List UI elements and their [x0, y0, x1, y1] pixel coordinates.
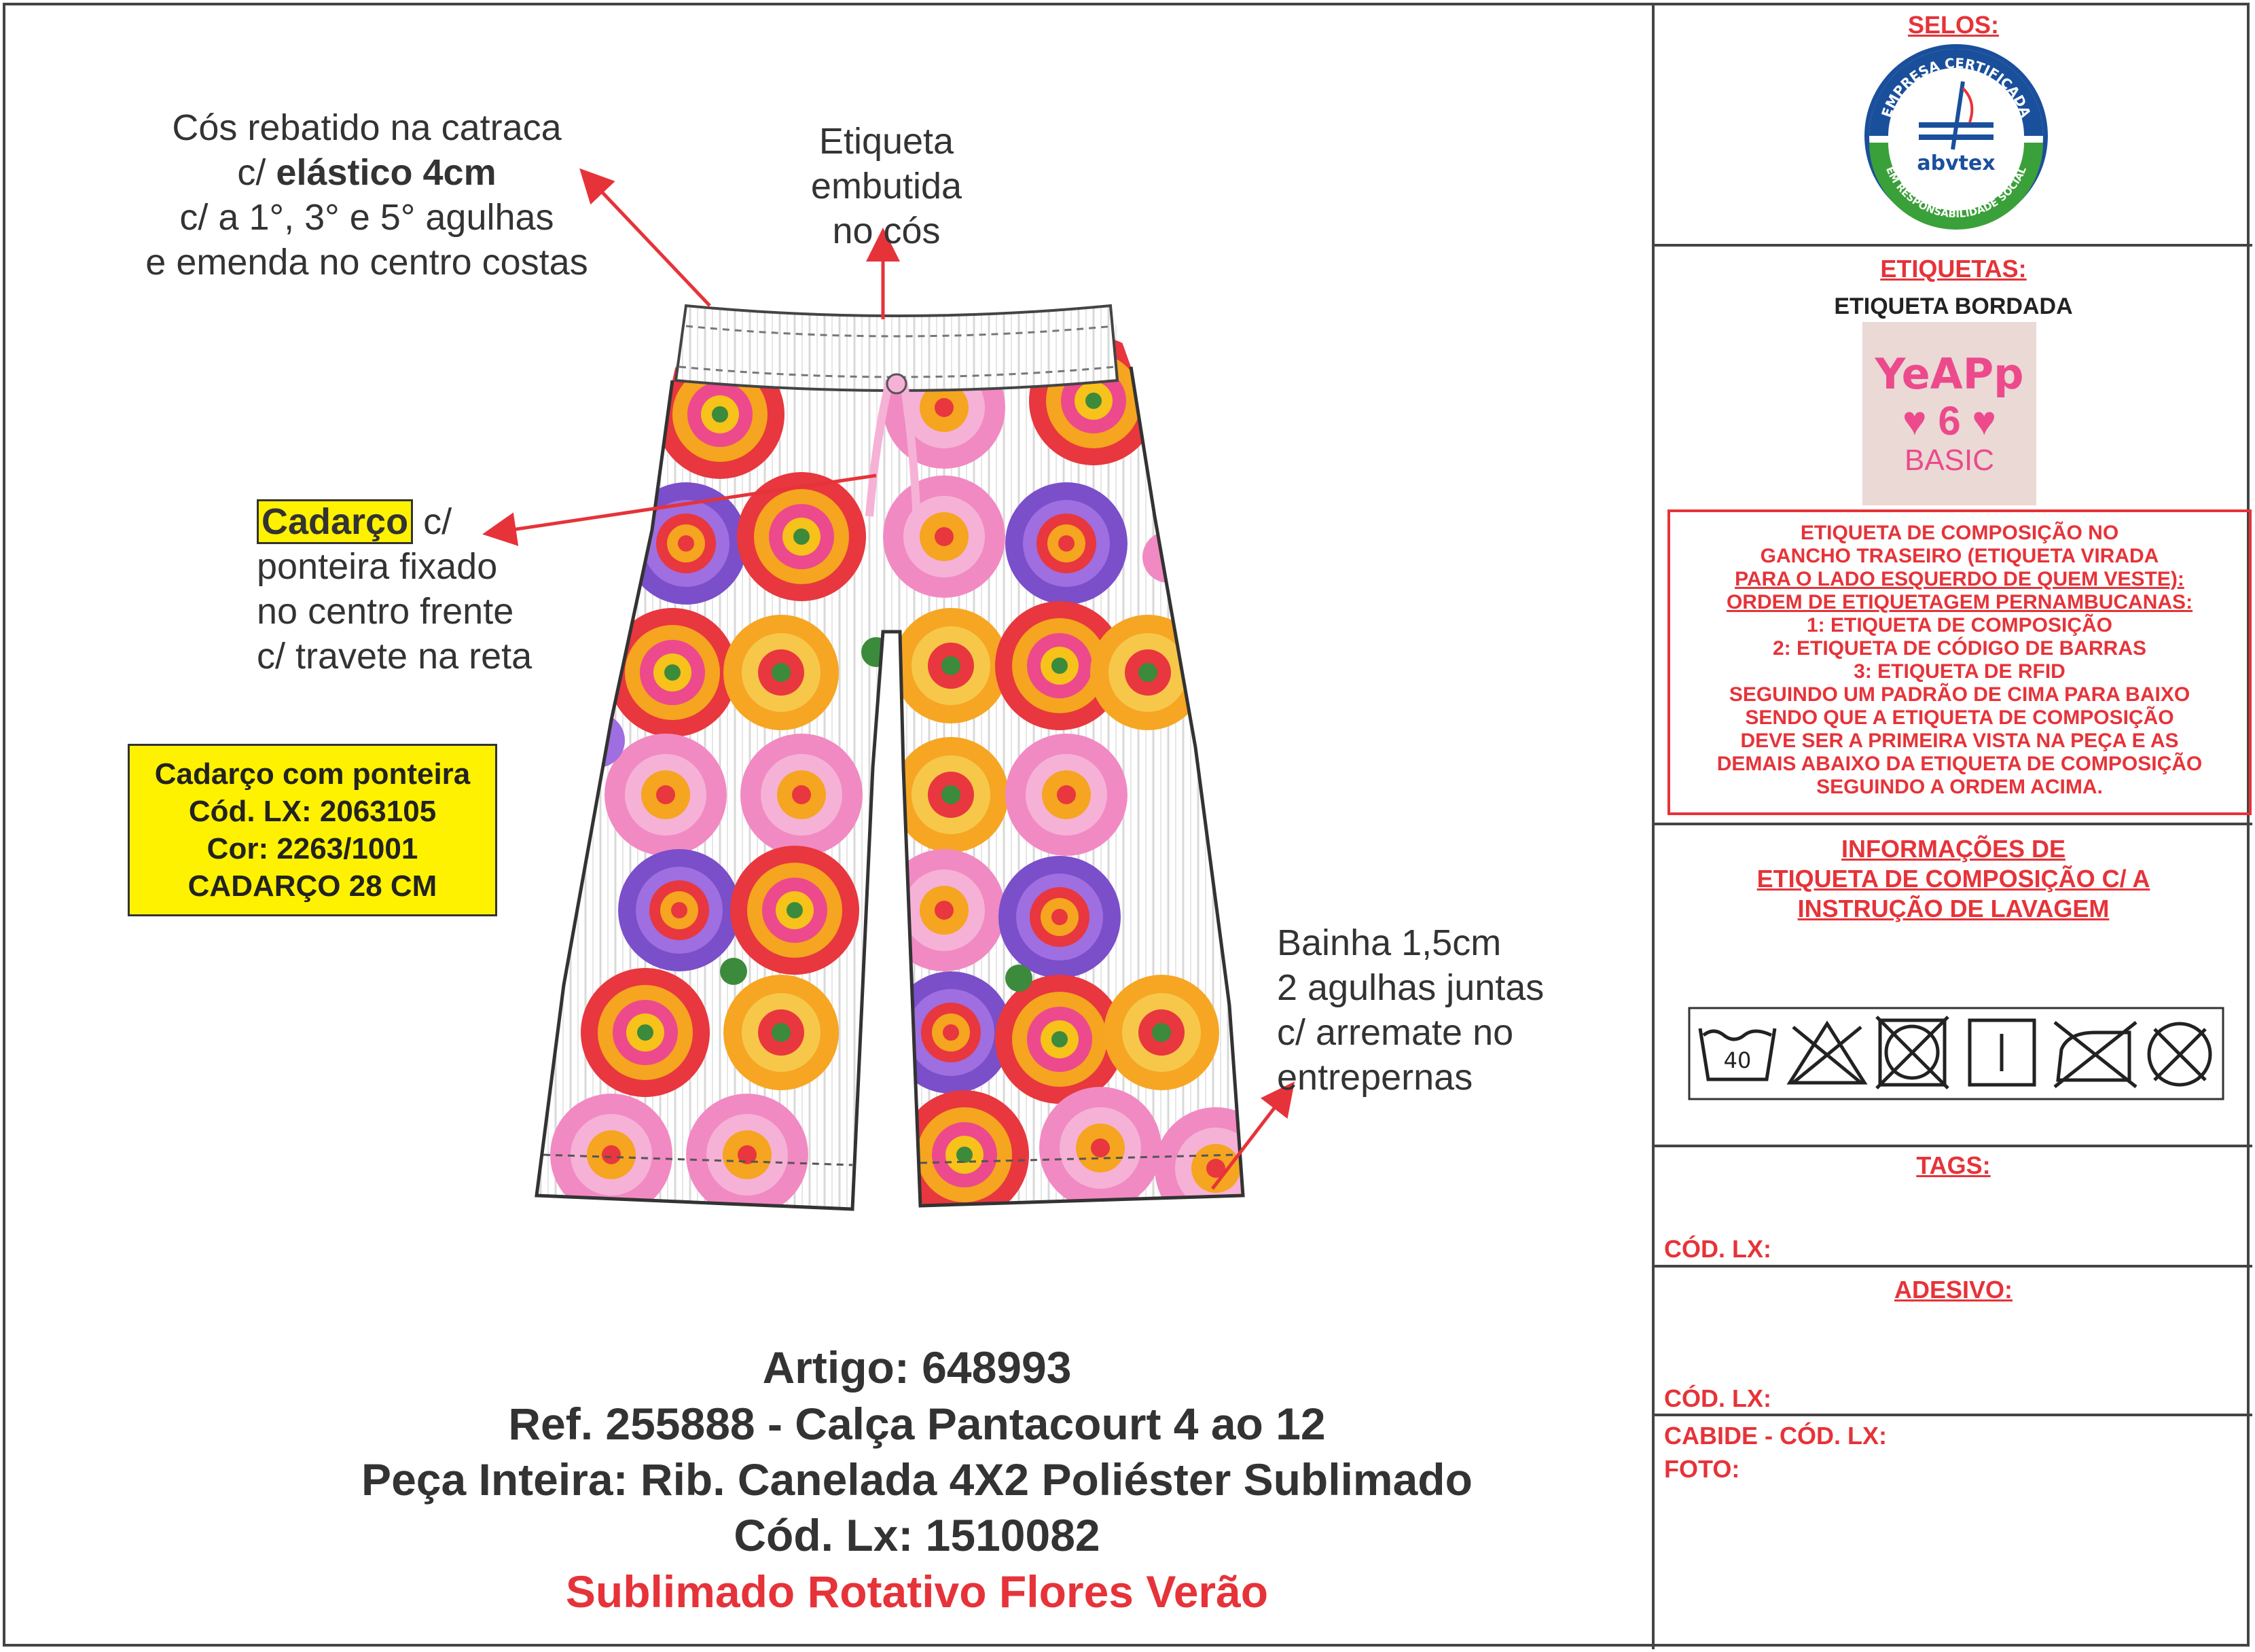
divider-adesivo — [1652, 1414, 2252, 1416]
brand-label-swatch — [1862, 322, 2036, 505]
caption-peca: Peça Inteira: Rib. Canelada 4X2 Poliéster Sublimado — [361, 1454, 1473, 1505]
caption-ref: Ref. 255888 - Calça Pantacourt 4 ao 12 — [508, 1399, 1326, 1449]
divider-tags — [1652, 1265, 2252, 1268]
tags-title: TAGS: — [1916, 1151, 1991, 1179]
svg-text:EMPRESA CERTIFICADA: EMPRESA CERTIFICADA — [1878, 54, 2034, 120]
hem-note: Bainha 1,5cm 2 agulhas juntas c/ arremate no entrepernas — [1277, 922, 1545, 1098]
info-title: INFORMAÇÕES DE ETIQUETA DE COMPOSIÇÃO C/ A INSTRUÇÃO DE LAVAGEM — [1756, 835, 2150, 922]
caption-artigo: Artigo: 648993 — [762, 1342, 1072, 1393]
svg-text:EM RESPONSABILIDADE SOCIAL: EM RESPONSABILIDADE SOCIAL — [1883, 164, 2029, 221]
cabide-label: CABIDE - CÓD. LX: — [1664, 1422, 1887, 1450]
svg-text:abvtex: abvtex — [1917, 151, 1996, 175]
selos-title: SELOS: — [1907, 11, 1999, 39]
adesivo-title: ADESIVO: — [1894, 1276, 2013, 1304]
drawcord-note: Cadarço c/ ponteira fixado no centro frente c/ travete na reta — [257, 499, 610, 679]
caption-cod: Cód. Lx: 1510082 — [734, 1510, 1100, 1560]
brand-name: YeAPp — [1875, 349, 2024, 399]
adesivo-cod-label: CÓD. LX: — [1664, 1384, 1771, 1412]
caption-print: Sublimado Rotativo Flores Verão — [565, 1566, 1269, 1617]
waistband-note: Cós rebatido na catraca c/ elástico 4cm c/ a 1°, 3° e 5° agulhas e emenda no centro costas — [145, 107, 588, 283]
drawcord-spec-box: Cadarço com ponteira Cód. LX: 2063105 Cor: 2263/1001 CADARÇO 28 CM — [128, 744, 497, 916]
brand-line: BASIC — [1904, 444, 1995, 477]
svg-text:40: 40 — [1723, 1047, 1752, 1073]
foto-label: FOTO: — [1664, 1455, 1740, 1483]
abvtex-seal — [1861, 41, 2051, 231]
divider-info — [1652, 1145, 2252, 1147]
embroidered-label-caption: ETIQUETA BORDADA — [1834, 293, 2073, 319]
composition-notice: ETIQUETA DE COMPOSIÇÃO NO GANCHO TRASEIRO (ETIQUETA VIRADA PARA O LADO ESQUERDO DE QUEM VESTE): ORDEM DE ETIQUETAGEM PERNAMBUCANAS: 1: ETIQUETA DE COMPOSIÇÃO 2: ETIQUETA DE CÓDIGO DE BARRAS 3: ETIQUETA DE RFID SEGUINDO UM PADRÃO DE CIMA PARA BAIXO SENDO QUE A ETIQUETA DE COMPOSIÇÃO DEVE SER A PRIMEIRA VISTA NA PEÇA E AS DEMAIS ABAIXO DA ETIQUETA DE COMPOSIÇÃO SEGUINDO A ORDEM ACIMA. — [1667, 509, 2252, 815]
label-note: Etiqueta embutida no cós — [810, 121, 962, 251]
etiquetas-title: ETIQUETAS: — [1880, 255, 2027, 283]
divider-selos — [1652, 244, 2252, 247]
brand-size: ♥ 6 ♥ — [1902, 398, 1996, 444]
divider-etiquetas — [1652, 823, 2252, 825]
sidebar-divider — [1652, 3, 1655, 1649]
care-symbols-box — [1688, 1007, 2224, 1100]
no-tumble-dry-icon — [1877, 1017, 1948, 1088]
tags-cod-label: CÓD. LX: — [1664, 1235, 1771, 1263]
